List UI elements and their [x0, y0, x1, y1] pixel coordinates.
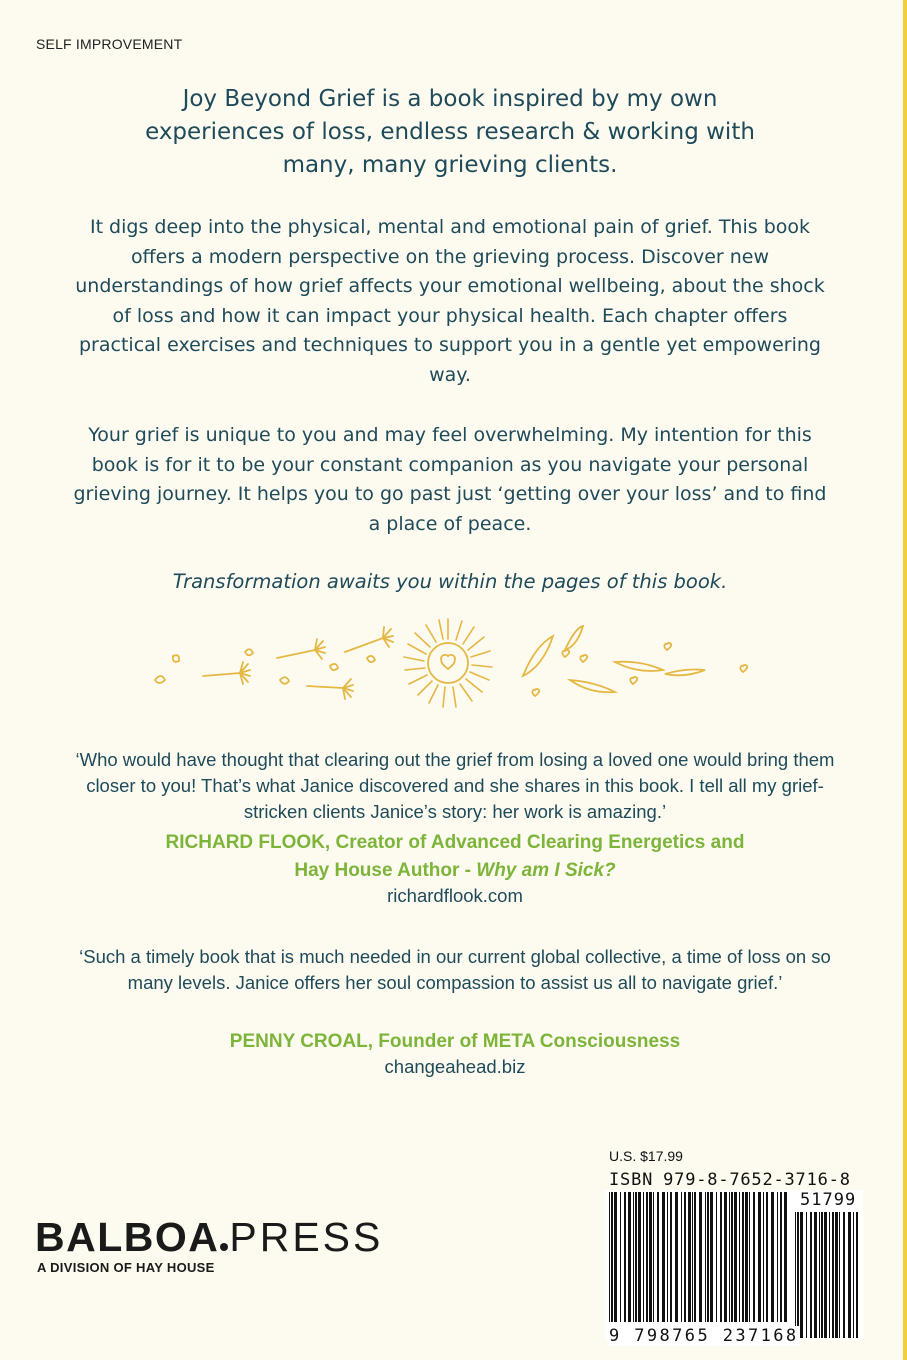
barcode-bar [856, 1212, 858, 1338]
barcode-bar [800, 1212, 803, 1338]
barcode-bar [753, 1192, 755, 1322]
barcode-bar [835, 1212, 838, 1338]
spine-edge-stripe [903, 0, 907, 1360]
barcode-bar [667, 1192, 668, 1322]
barcode-bar [784, 1192, 787, 1322]
barcode-bar [638, 1192, 641, 1322]
barcode-bar [720, 1192, 722, 1322]
barcode-bar [614, 1192, 617, 1322]
barcode-bar [742, 1192, 744, 1322]
barcode-bar [749, 1192, 750, 1322]
barcode-bar [694, 1192, 696, 1322]
barcode-bar [780, 1192, 782, 1322]
publisher-name-light: PRESS [229, 1214, 384, 1260]
isbn-label: ISBN [609, 1170, 654, 1190]
petal-drifts-left-icon [155, 649, 375, 684]
barcode-bar [635, 1192, 637, 1322]
category-label: SELF IMPROVEMENT [36, 36, 183, 52]
barcode-bar [646, 1192, 648, 1322]
dandelion-seed-icon [307, 679, 353, 699]
barcode-bar [724, 1192, 727, 1322]
barcode-bar [611, 1192, 613, 1322]
barcode-bar [716, 1192, 717, 1322]
barcode-bar [814, 1212, 817, 1338]
barcode-bar [662, 1192, 665, 1322]
endorsement-attribution-1 [60, 829, 850, 885]
dandelion-seed-icon [203, 662, 250, 684]
barcode-bar [620, 1192, 621, 1322]
barcode-bar [633, 1192, 634, 1322]
barcode-bar [758, 1192, 761, 1322]
publisher-name-bold: BALBOA [35, 1214, 220, 1260]
endorsement-website-1[interactable]: richardflook.com [387, 885, 523, 906]
barcode-bar [692, 1192, 693, 1322]
barcode-bar [707, 1192, 709, 1322]
description-paragraph-1: It digs deep into the physical, mental and emotional pain of grief. This book offers a modern perspective on the grieving process. Discover new understandings of how grief affects your emotional wellbeing, about the shock of loss and how it can impact your physical health. Each chapter offers practical exercises and techniques to support you in a gentle yet empowering way. [75, 216, 825, 386]
barcode-bar [853, 1212, 854, 1338]
isbn-barcode [605, 1190, 863, 1340]
barcode-bar [649, 1192, 652, 1322]
description-paragraph-2: Your grief is unique to you and may feel overwhelming. My intention for this book is for it to be your constant companion as you navigate your personal grieving journey. It helps you to go past just ‘getting over your loss’ and to find a place of peace. [73, 424, 827, 535]
barcode-bar [705, 1192, 706, 1322]
barcode-bar [699, 1192, 702, 1322]
petal-drifts-right-icon [523, 626, 747, 696]
logo-dot-icon [220, 1243, 228, 1251]
barcode-bar [688, 1192, 691, 1322]
barcode-bar [795, 1212, 796, 1338]
barcode-digits: 9 798765 237168 [609, 1326, 799, 1346]
barcode-bar [777, 1192, 778, 1322]
barcode-bar [848, 1212, 851, 1338]
endorsement-book-title: Why am I Sick? [476, 860, 616, 881]
barcode-bar [797, 1212, 799, 1338]
publisher-logo [35, 1214, 383, 1261]
barcode-bar [710, 1192, 713, 1322]
barcode-bar [670, 1192, 672, 1322]
barcode-bar [643, 1192, 644, 1322]
barcode-bar [729, 1192, 730, 1322]
price-label: U.S. $17.99 [609, 1148, 683, 1164]
barcode-bar [628, 1192, 631, 1322]
barcode-bar [843, 1212, 845, 1338]
dandelion-seed-icon [277, 639, 325, 659]
barcode-bar [653, 1192, 654, 1322]
barcode-bar [624, 1192, 626, 1322]
barcode-bar [734, 1192, 737, 1322]
barcode-bar [609, 1192, 610, 1322]
endorsement-quote-2: ‘Such a timely book that is much needed in our current global collective, a time of loss on so many levels. Janice offers her soul compassion to assist us all to navigate grief.’ [79, 946, 831, 993]
barcode-bar [832, 1212, 834, 1338]
endorsement-quote-1: ‘Who would have thought that clearing out the grief from losing a loved one would bring them closer to you! That’s what Janice discovered and she shares in this book. I tell all my grief-stricken clients Janice’s story: her work is amazing.’ [75, 749, 835, 822]
dandelion-ornament [145, 618, 755, 718]
barcode-bar [819, 1212, 820, 1338]
barcode-bar [810, 1212, 812, 1338]
barcode-bar [806, 1212, 807, 1338]
endorsement-name-line-1: RICHARD FLOOK, Creator of Advanced Clearing Energetics and [165, 832, 745, 853]
barcode-addon-digits: 51799 [800, 1190, 857, 1210]
barcode-bar [675, 1192, 678, 1322]
isbn-line [609, 1170, 851, 1190]
lead-paragraph: Joy Beyond Grief is a book inspired by my own experiences of loss, endless research & working with many, many grieving clients. [145, 86, 755, 178]
closing-line: Transformation awaits you within the pages of this book. [172, 570, 728, 593]
barcode-bar [824, 1212, 827, 1338]
endorsement-name-line-2 [60, 857, 850, 885]
barcode-bar [657, 1192, 659, 1322]
barcode-bar [829, 1212, 830, 1338]
barcode-bar [681, 1192, 682, 1322]
barcode-bar [839, 1212, 840, 1338]
endorsement-website-2[interactable]: changeahead.biz [384, 1056, 526, 1077]
barcode-bar [684, 1192, 686, 1322]
sunflower-heart-icon [404, 619, 492, 707]
publisher-division: A DIVISION OF HAY HOUSE [37, 1260, 215, 1275]
isbn-number: 979-8-7652-3716-8 [663, 1170, 851, 1190]
barcode-bar [821, 1212, 823, 1338]
endorsement-author-role: Hay House Author - [294, 860, 477, 881]
barcode-bar [763, 1192, 764, 1322]
barcode-bar [771, 1192, 774, 1322]
endorsement-attribution-2: PENNY CROAL, Founder of META Consciousness [229, 1031, 681, 1052]
barcode-bar [731, 1192, 733, 1322]
dandelion-seed-icon [345, 627, 393, 652]
barcode-bar [739, 1192, 740, 1322]
barcode-bar [766, 1192, 768, 1322]
barcode-bar [745, 1192, 748, 1322]
